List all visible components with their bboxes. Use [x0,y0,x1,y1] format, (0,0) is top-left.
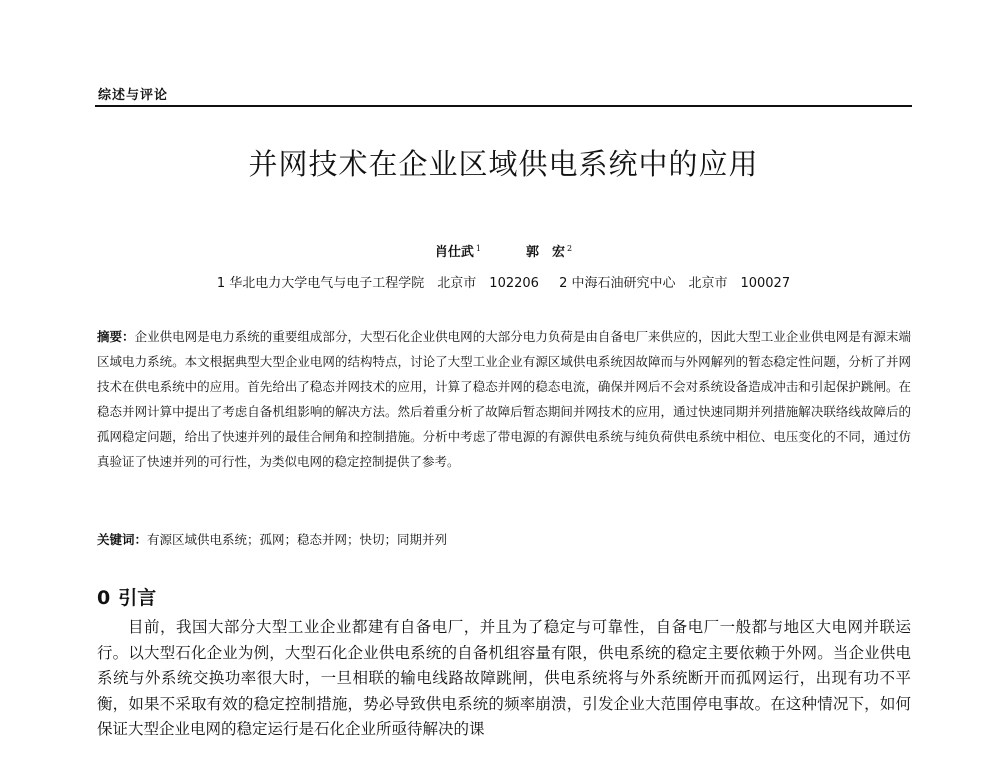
intro-paragraph: 目前，我国大部分大型工业企业都建有自备电厂，并且为了稳定与可靠性，自备电厂一般都与地区大电网并联运行。以大型石化企业为例，大型石化企业供电系统的自备机组容量有限，供电系统的稳定主要依赖于外网。当企业供电系统与外系统交换功率很大时，一旦相联的输电线路故障跳闸，供电系统将与外系统断开而孤网运行，出现有功不平衡，如果不采取有效的稳定控制措施，势必导致供电系统的频率崩溃，引发企业大范围停电事故。在这种情况下，如何保证大型企业电网的稳定运行是石化企业所亟待解决的课 [97,618,911,738]
author-name [526,241,572,260]
section-number: 0 [97,587,111,609]
affiliation-line [95,272,912,291]
affiliation-1: 1 华北电力大学电气与电子工程学院 北京市 102206 [216,276,539,291]
abstract-text: 企业供电网是电力系统的重要组成部分，大型石化企业供电网的大部分电力负荷是由自备电厂来供应的，因此大型工业企业供电网是有源末端区域电力系统。本文根据典型大型企业电网的结构特点，讨论了大型工业企业有源区域供电系统因故障而与外网解列的暂态稳定性问题，分析了并网技术在供电系统中的应用。首先给出了稳态并网技术的应用，计算了稳态并网的稳态电流，确保并网后不会对系统设备造成冲击和引起保护跳闸。在稳态并网计算中提出了考虑自备机组影响的解决方法。然后着重分析了故障后暂态期间并网技术的应用，通过快速同期并列措施解决联络线故障后的孤网稳定问题，给出了快速并列的最佳合闸角和控制措施。分析中考虑了带电源的有源供电系统与纯负荷供电系统中相位、电压变化的不同，通过仿真验证了快速并列的可行性，为类似电网的稳定控制提供了参考。 [97,329,911,469]
section-heading [97,583,156,610]
author-affil-mark: 1 [475,243,481,253]
affiliation-2: 2 中海石油研究中心 北京市 100027 [559,276,791,291]
paper-title: 并网技术在企业区域供电系统中的应用 [248,147,759,181]
abstract [97,324,911,474]
keywords-label: 关键词： [97,532,148,547]
abstract-label: 摘要： [97,329,135,344]
keywords-text: 有源区域供电系统；孤网；稳态并网；快切；同期并列 [147,532,448,547]
keywords [97,530,911,548]
author-affil-mark: 2 [567,243,573,253]
section-title: 引言 [118,587,157,609]
author-name-text: 肖仕武 [434,245,474,260]
header-rule [95,105,912,107]
author-line [95,241,912,260]
author-name [435,241,481,260]
author-name-text: 郭 宏 [526,245,566,260]
section-tag: 综述与评论 [98,88,169,103]
